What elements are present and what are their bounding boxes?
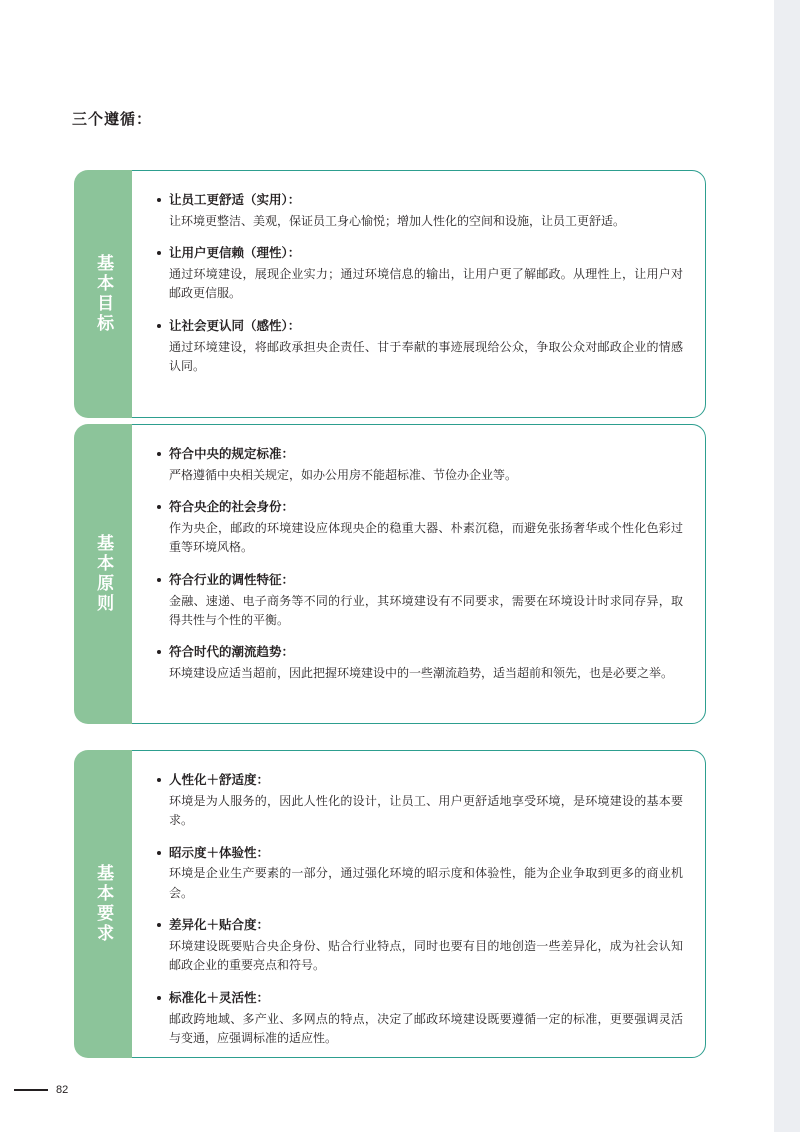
list-item-heading: 差异化＋贴合度： <box>157 916 683 935</box>
list-item-body: 金融、速递、电子商务等不同的行业，其环境建设有不同要求，需要在环境设计时求同存异，取得共性与个性的平衡。 <box>169 593 683 627</box>
list-item-body: 作为央企，邮政的环境建设应体现央企的稳重大器、朴素沉稳，而避免张扬奢华或个性化色彩过重等环境风格。 <box>169 520 683 555</box>
list-item <box>157 244 683 304</box>
list-item-body: 通过环境建设，将邮政承担央企责任、甘于奉献的事迹展现给公众，争取公众对邮政企业的情感认同。 <box>169 339 683 373</box>
list-item-heading: 人性化＋舒适度： <box>157 771 683 790</box>
list-item-heading: 昭示度＋体验性： <box>157 844 683 863</box>
block-tab-basic-goals <box>74 170 132 418</box>
list-item <box>157 771 683 831</box>
block-panel-basic-requirements <box>116 750 706 1058</box>
list-item <box>157 191 683 231</box>
footer-rule <box>14 1089 48 1091</box>
list-item-body: 环境是企业生产要素的一部分，通过强化环境的昭示度和体验性，能为企业争取到更多的商业机会。 <box>169 866 683 900</box>
content-block-basic-goals <box>74 170 706 418</box>
block-panel-basic-principles <box>116 424 706 724</box>
list-item <box>157 445 683 485</box>
list-item-heading: 符合中央的规定标准： <box>157 445 683 464</box>
list-item <box>157 989 683 1049</box>
block-panel-basic-goals <box>116 170 706 418</box>
list-item-heading: 符合行业的调性特征： <box>157 571 683 590</box>
list-item-body: 让环境更整洁、美观，保证员工身心愉悦；增加人性化的空间和设施，让员工更舒适。 <box>169 213 626 228</box>
block-tab-label: 基本目标 <box>94 254 114 334</box>
list-item-body: 严格遵循中央相关规定，如办公用房不能超标准、节俭办企业等。 <box>169 467 518 482</box>
content-block-basic-principles <box>74 424 706 724</box>
list-item <box>157 317 683 377</box>
list-item <box>157 571 683 631</box>
block-tab-basic-principles <box>74 424 132 724</box>
decorative-right-band <box>774 0 800 1132</box>
list-item-body: 环境是为人服务的，因此人性化的设计，让员工、用户更舒适地享受环境，是环境建设的基本要求。 <box>169 793 683 828</box>
block-tab-basic-requirements <box>74 750 132 1058</box>
list-item-heading: 标准化＋灵活性： <box>157 989 683 1008</box>
list-item-heading: 让员工更舒适（实用）： <box>157 191 683 210</box>
block-tab-label: 基本要求 <box>94 864 114 944</box>
list-item-body: 环境建设既要贴合央企身份、贴合行业特点，同时也要有目的地创造一些差异化，成为社会认知邮政企业的重要亮点和符号。 <box>169 939 683 973</box>
block-tab-label: 基本原则 <box>94 534 114 614</box>
list-item-body: 环境建设应适当超前，因此把握环境建设中的一些潮流趋势，适当超前和领先，也是必要之举。 <box>169 666 674 681</box>
list-item <box>157 844 683 904</box>
page-number: 82 <box>56 1084 69 1096</box>
content-block-basic-requirements <box>74 750 706 1058</box>
list-item-body: 邮政跨地域、多产业、多网点的特点，决定了邮政环境建设既要遵循一定的标准，更要强调灵活与变通，应强调标准的适应性。 <box>169 1011 683 1046</box>
page-footer <box>14 1084 68 1096</box>
list-item <box>157 916 683 976</box>
list-item-body: 通过环境建设，展现企业实力；通过环境信息的输出，让用户更了解邮政。从理性上，让用户对邮政更信服。 <box>169 266 683 301</box>
list-item-heading: 符合央企的社会身份： <box>157 498 683 517</box>
list-item-heading: 让社会更认同（感性）： <box>157 317 683 336</box>
page-title: 三个遵循： <box>72 111 153 128</box>
list-item <box>157 643 683 683</box>
list-item-heading: 让用户更信赖（理性）： <box>157 244 683 263</box>
list-item-heading: 符合时代的潮流趋势： <box>157 643 683 662</box>
list-item <box>157 498 683 558</box>
